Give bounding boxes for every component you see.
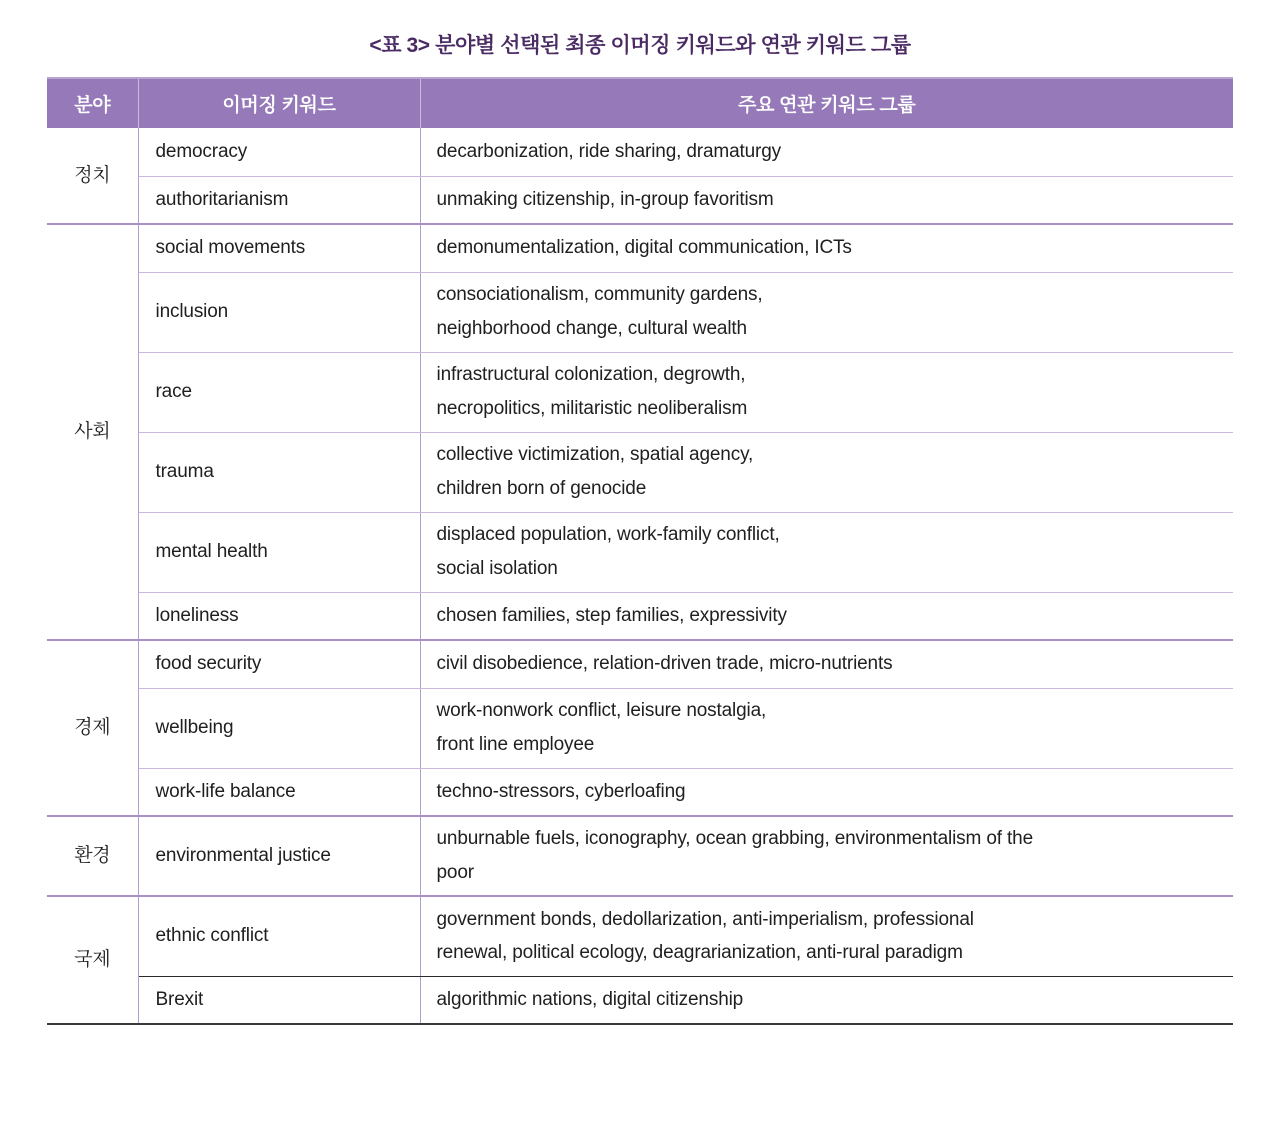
emerging-keyword-cell: race [138, 352, 420, 432]
field-label: 환경 [74, 845, 111, 867]
related-keyword-group-cell [420, 896, 1233, 976]
emerging-keyword-cell: social movements [138, 224, 420, 272]
related-keyword-line: displaced population, work-family conflict, [436, 524, 780, 546]
table-row [47, 688, 1233, 768]
table-row [47, 816, 1233, 896]
emerging-keyword-cell: food security [138, 640, 420, 688]
field-cell [47, 224, 138, 640]
table-row [47, 896, 1233, 976]
table-row [47, 352, 1233, 432]
field-label: 정치 [74, 164, 111, 186]
column-header-group: 주요 연관 키워드 그룹 [420, 78, 1233, 128]
field-cell [47, 128, 138, 224]
table-row [47, 176, 1233, 224]
related-keyword-group-cell [420, 352, 1233, 432]
field-cell [47, 816, 138, 896]
table-header [47, 78, 1233, 128]
emerging-keyword-cell: inclusion [138, 272, 420, 352]
table-row [47, 768, 1233, 816]
related-keyword-line: chosen families, step families, expressivity [436, 604, 787, 626]
emerging-keyword-cell: democracy [138, 128, 420, 176]
table-container [47, 77, 1233, 1025]
header-row [47, 78, 1233, 128]
page-title: <표 3> 분야별 선택된 최종 이머징 키워드와 연관 키워드 그룹 [369, 34, 911, 57]
related-keyword-line: social isolation [436, 557, 558, 579]
related-keyword-group-cell [420, 640, 1233, 688]
related-keyword-line: consociationalism, community gardens, [436, 284, 763, 306]
related-keyword-line: techno-stressors, cyberloafing [436, 780, 686, 802]
related-keyword-group-cell [420, 128, 1233, 176]
related-keyword-line: demonumentalization, digital communication, ICTs [436, 237, 852, 259]
table-row [47, 512, 1233, 592]
emerging-keyword-cell: trauma [138, 432, 420, 512]
related-keyword-line: decarbonization, ride sharing, dramaturgy [436, 140, 781, 162]
related-keyword-line: unburnable fuels, iconography, ocean grabbing, environmentalism of the [436, 828, 1033, 850]
related-keyword-line: work-nonwork conflict, leisure nostalgia, [436, 700, 767, 722]
table-row [47, 976, 1233, 1024]
related-keyword-group-cell [420, 224, 1233, 272]
table-row [47, 272, 1233, 352]
field-label: 경제 [74, 717, 111, 739]
emerging-keyword-cell: mental health [138, 512, 420, 592]
related-keyword-group-cell [420, 688, 1233, 768]
related-keyword-group-cell [420, 432, 1233, 512]
related-keyword-line: government bonds, dedollarization, anti-imperialism, professional [436, 908, 974, 930]
field-cell [47, 640, 138, 816]
related-keyword-line: civil disobedience, relation-driven trade, micro-nutrients [436, 653, 893, 675]
related-keyword-line: infrastructural colonization, degrowth, [436, 364, 746, 386]
related-keyword-line: poor [436, 861, 474, 883]
related-keyword-group-cell [420, 176, 1233, 224]
table-row [47, 224, 1233, 272]
related-keyword-line: necropolitics, militaristic neoliberalism [436, 397, 748, 419]
related-keyword-line: collective victimization, spatial agency, [436, 444, 754, 466]
emerging-keyword-cell: work-life balance [138, 768, 420, 816]
related-keyword-line: children born of genocide [436, 477, 647, 499]
table-row [47, 128, 1233, 176]
emerging-keyword-cell: Brexit [138, 976, 420, 1024]
emerging-keyword-cell: wellbeing [138, 688, 420, 768]
field-label: 사회 [74, 421, 111, 443]
field-label: 국제 [74, 949, 111, 971]
column-header-field: 분야 [47, 78, 138, 128]
related-keyword-line: algorithmic nations, digital citizenship [436, 988, 744, 1010]
related-keyword-group-cell [420, 816, 1233, 896]
emerging-keyword-cell: authoritarianism [138, 176, 420, 224]
emerging-keyword-cell: ethnic conflict [138, 896, 420, 976]
field-cell [47, 896, 138, 1024]
table-row [47, 432, 1233, 512]
column-header-keyword: 이머징 키워드 [138, 78, 420, 128]
related-keyword-group-cell [420, 976, 1233, 1024]
emerging-keyword-table [47, 77, 1233, 1025]
table-row [47, 640, 1233, 688]
related-keyword-group-cell [420, 592, 1233, 640]
related-keyword-group-cell [420, 272, 1233, 352]
related-keyword-line: renewal, political ecology, deagrarianization, anti-rural paradigm [436, 942, 963, 964]
related-keyword-line: unmaking citizenship, in-group favoritism [436, 188, 774, 210]
related-keyword-line: neighborhood change, cultural wealth [436, 317, 747, 339]
emerging-keyword-cell: environmental justice [138, 816, 420, 896]
table-body [47, 128, 1233, 1024]
table-row [47, 592, 1233, 640]
related-keyword-group-cell [420, 512, 1233, 592]
related-keyword-group-cell [420, 768, 1233, 816]
emerging-keyword-cell: loneliness [138, 592, 420, 640]
related-keyword-line: front line employee [436, 733, 595, 755]
